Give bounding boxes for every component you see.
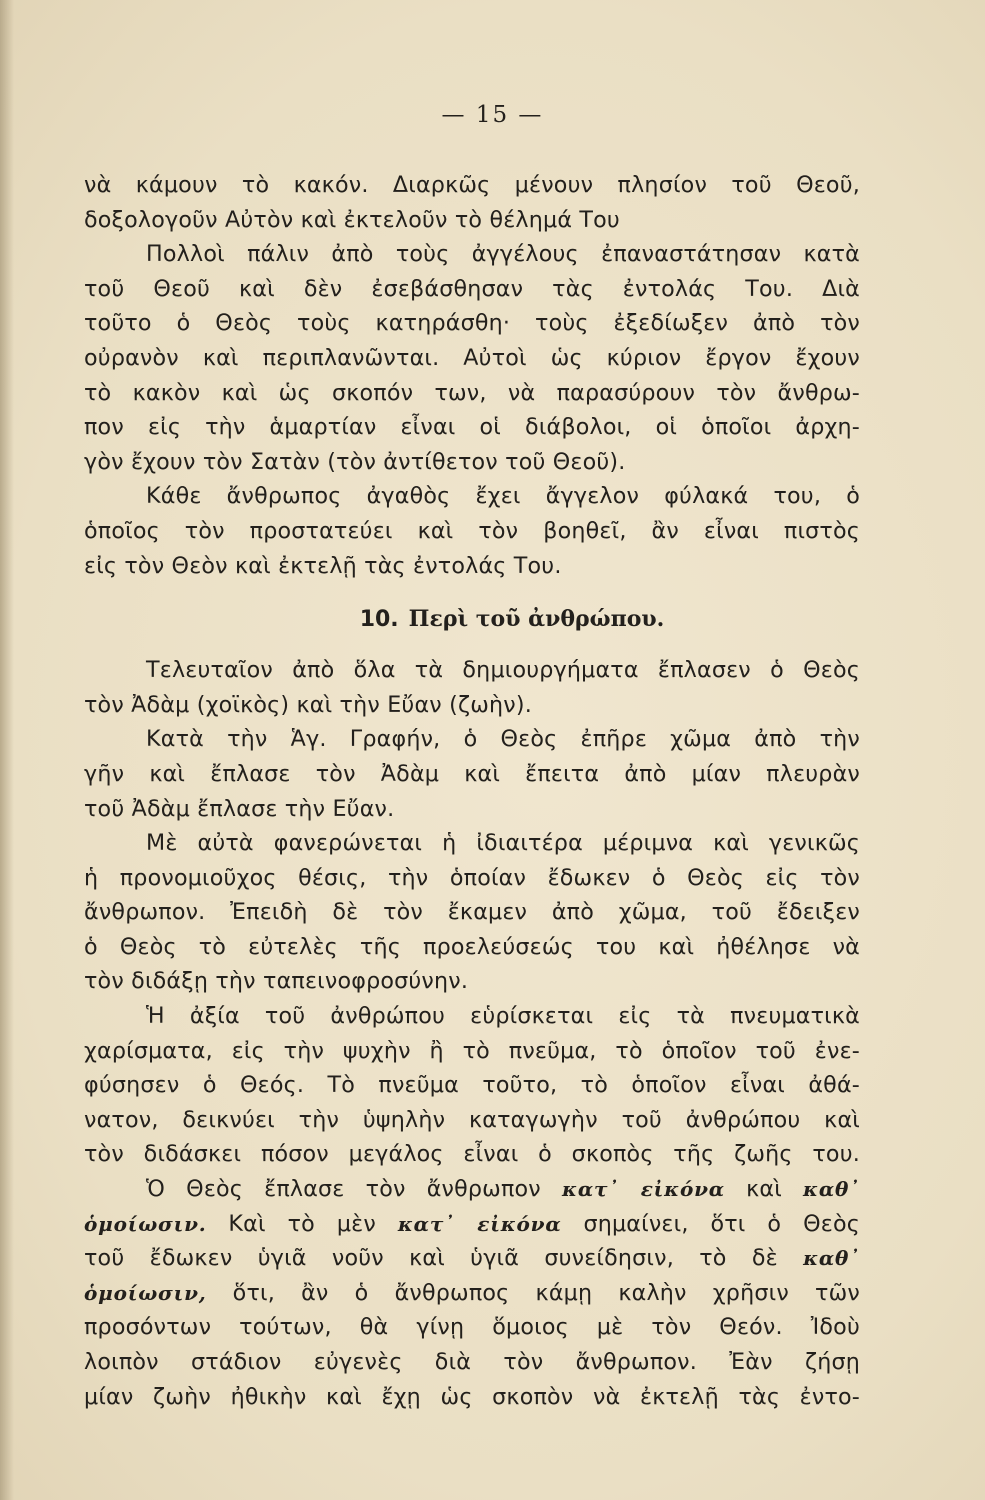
text-line: ἄνθρωπον. Ἐπειδὴ δὲ τὸν ἔκαμεν ἀπὸ χῶμα, τοῦ ἔδειξεν	[84, 899, 860, 926]
text-line: γὸν ἔχουν τὸν Σατὰν (τὸν ἀντίθετον τοῦ Θεοῦ).	[84, 448, 626, 475]
text-line: τὸν διδάξῃ τὴν ταπεινοφροσύνην.	[84, 968, 469, 995]
text-line: νὰ κάμουν τὸ κακόν. Διαρκῶς μένουν πλησίον τοῦ Θεοῦ,	[84, 172, 860, 198]
text-line: ὁ Θεὸς τὸ εὐτελὲς τῆς προελεύσεώς του καὶ ἠθέλησε νὰ	[84, 933, 860, 960]
text-line: οὐρανὸν καὶ περιπλανῶνται. Αὐτοὶ ὡς κύριον ἔργον ἔχουν	[84, 344, 860, 371]
text-line	[84, 1207, 860, 1242]
section-number: 10.	[359, 607, 399, 633]
binding-edge-shadow	[0, 0, 14, 1500]
text-line	[84, 1276, 860, 1311]
text-line: Πολλοὶ πάλιν ἀπὸ τοὺς ἀγγέλους ἐπαναστάτησαν κατὰ	[146, 241, 860, 268]
emphasis-text: καθ᾿	[803, 1177, 860, 1202]
text-line: χαρίσματα, εἰς τὴν ψυχὴν ἢ τὸ πνεῦμα, τὸ ὁποῖον τοῦ ἐνε-	[84, 1037, 860, 1064]
text-line: προσόντων τούτων, θὰ γίνῃ ὅμοιος μὲ τὸν Θεόν. Ἰδοὺ	[84, 1314, 860, 1341]
text-run: Ὁ Θεὸς ἔπλασε τὸν ἄνθρωπον	[146, 1176, 541, 1203]
text-line: Κάθε ἄνθρωπος ἀγαθὸς ἔχει ἄγγελον φύλακά του, ὁ	[146, 483, 860, 510]
section-title: Περὶ τοῦ ἀνθρώπου.	[408, 606, 665, 633]
text-run: Καὶ τὸ μὲν	[228, 1210, 376, 1237]
text-line: Τελευταῖον ἀπὸ ὅλα τὰ δημιουργήματα ἔπλασεν ὁ Θεὸς	[146, 657, 860, 684]
text-run: καὶ	[746, 1176, 782, 1203]
emphasis-text: καθ᾿	[803, 1246, 860, 1271]
text-run: τοῦ ἔδωκεν ὑγιᾶ νοῦν καὶ ὑγιᾶ συνείδησιν, τὸ δὲ	[84, 1245, 778, 1272]
text-line: Ἡ ἀξία τοῦ ἀνθρώπου εὑρίσκεται εἰς τὰ πνευματικὰ	[146, 1003, 860, 1030]
text-line	[84, 1172, 860, 1207]
text-line: τοῦτο ὁ Θεὸς τοὺς κατηράσθη· τοὺς ἐξεδίωξεν ἀπὸ τὸν	[84, 310, 860, 337]
text-line: τὸ κακὸν καὶ ὡς σκοπόν των, νὰ παρασύρουν τὸν ἄνθρω-	[84, 379, 860, 406]
text-line: Κατὰ τὴν Ἁγ. Γραφήν, ὁ Θεὸς ἐπῆρε χῶμα ἀπὸ τὴν	[146, 726, 860, 753]
emphasis-text: ὁμοίωσιν,	[84, 1280, 207, 1305]
text-line: δοξολογοῦν Αὐτὸν καὶ ἐκτελοῦν τὸ θέλημά Του	[84, 206, 620, 233]
text-line: Μὲ αὐτὰ φανερώνεται ἡ ἰδιαιτέρα μέριμνα καὶ γενικῶς	[146, 830, 860, 857]
section-heading	[84, 589, 860, 649]
text-line	[84, 1241, 860, 1276]
text-line: ἡ προνομιοῦχος θέσις, τὴν ὁποίαν ἔδωκεν ὁ Θεὸς εἰς τὸν	[84, 864, 860, 891]
text-line: φύσησεν ὁ Θεός. Τὸ πνεῦμα τοῦτο, τὸ ὁποῖον εἶναι ἀθά-	[84, 1072, 860, 1099]
text-line: τὸν διδάσκει πόσον μεγάλος εἶναι ὁ σκοπὸς τῆς ζωῆς του.	[84, 1141, 860, 1168]
text-line: γῆν καὶ ἔπλασε τὸν Ἀδὰμ καὶ ἔπειτα ἀπὸ μίαν πλευρὰν	[84, 760, 860, 787]
text-line: τοῦ Θεοῦ καὶ δὲν ἐσεβάσθησαν τὰς ἐντολάς Του. Διὰ	[84, 275, 860, 302]
text-line: νατον, δεικνύει τὴν ὑψηλὴν καταγωγὴν τοῦ ἀνθρώπου καὶ	[84, 1106, 860, 1133]
text-line: πον εἰς τὴν ἁμαρτίαν εἶναι οἱ διάβολοι, οἱ ὁποῖοι ἀρχη-	[84, 414, 860, 441]
text-line: τὸν Ἀδὰμ (χοϊκὸς) καὶ τὴν Εὔαν (ζωὴν).	[84, 691, 532, 718]
page-text	[84, 168, 860, 1414]
page-number: — 15 —	[441, 102, 544, 128]
emphasis-text: κατ᾿ εἰκόνα	[397, 1211, 562, 1236]
text-line: μίαν ζωὴν ἠθικὴν καὶ ἔχῃ ὡς σκοπὸν νὰ ἐκτελῇ τὰς ἐντο-	[84, 1383, 860, 1410]
emphasis-text: ὁμοίωσιν.	[84, 1211, 207, 1236]
text-run: σημαίνει, ὅτι ὁ Θεὸς	[583, 1210, 860, 1237]
text-run: ὅτι, ἂν ὁ ἄνθρωπος κάμῃ καλὴν χρῆσιν τῶν	[232, 1279, 860, 1306]
text-line: εἰς τὸν Θεὸν καὶ ἐκτελῇ τὰς ἐντολάς Του.	[84, 552, 562, 579]
text-line: λοιπὸν στάδιον εὐγενὲς διὰ τὸν ἄνθρωπον. Ἐὰν ζήσῃ	[84, 1349, 860, 1375]
text-line: τοῦ Ἀδὰμ ἔπλασε τὴν Εὔαν.	[84, 795, 395, 822]
text-line: ὁποῖος τὸν προστατεύει καὶ τὸν βοηθεῖ, ἂν εἶναι πιστὸς	[84, 517, 860, 544]
emphasis-text: κατ᾿ εἰκόνα	[562, 1177, 725, 1202]
